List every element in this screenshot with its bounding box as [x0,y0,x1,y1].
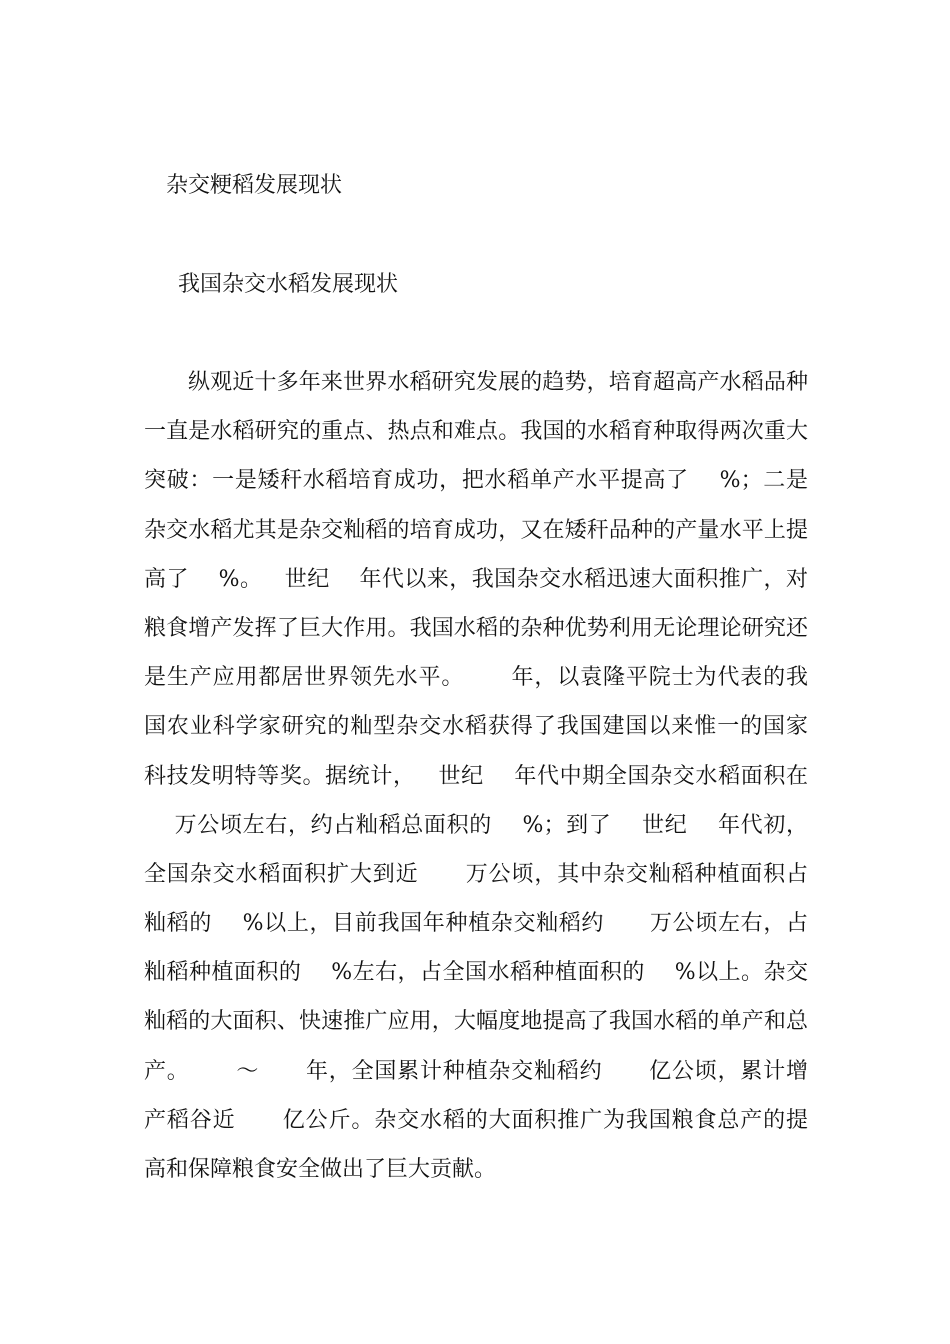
paragraph-line: 高了 %。 世纪 年代以来，我国杂交水稻迅速大面积推广，对 [144,566,808,592]
paragraph-line: 突破：一是矮秆水稻培育成功，把水稻单产水平提高了 %；二是 [144,468,808,494]
paragraph-line: 科技发明特等奖。据统计， 世纪 年代中期全国杂交水稻面积在 [144,763,808,789]
paragraph-line: 籼稻种植面积的 %左右，占全国水稻种植面积的 %以上。杂交 [144,960,808,986]
paragraph-line: 是生产应用都居世界领先水平。 年，以袁隆平院士为代表的我 [144,665,808,691]
paragraph-line: 万公顷左右，约占籼稻总面积的 %；到了 世纪 年代初， [144,812,808,838]
body-paragraph [144,368,808,1204]
paragraph-line: 产。 ～ 年，全国累计种植杂交籼稻约 亿公顷，累计增 [144,1058,808,1084]
document-title: 杂交粳稻发展现状 [166,173,343,198]
paragraph-line: 粮食增产发挥了巨大作用。我国水稻的杂种优势利用无论理论研究还 [144,615,808,641]
paragraph-line: 籼稻的 %以上，目前我国年种植杂交籼稻约 万公顷左右，占 [144,911,808,937]
paragraph-line: 杂交水稻尤其是杂交籼稻的培育成功，又在矮秆品种的产量水平上提 [144,517,808,543]
paragraph-line: 产稻谷近 亿公斤。杂交水稻的大面积推广为我国粮食总产的提 [144,1107,808,1133]
paragraph-line: 国农业科学家研究的籼型杂交水稻获得了我国建国以来惟一的国家 [144,714,808,740]
paragraph-line: 高和保障粮食安全做出了巨大贡献。 [144,1157,497,1182]
paragraph-line: 全国杂交水稻面积扩大到近 万公顷，其中杂交籼稻种植面积占 [144,861,808,887]
paragraph-line: 纵观近十多年来世界水稻研究发展的趋势，培育超高产水稻品种 [188,370,808,395]
paragraph-line: 籼稻的大面积、快速推广应用，大幅度地提高了我国水稻的单产和总 [144,1009,808,1035]
paragraph-line: 一直是水稻研究的重点、热点和难点。我国的水稻育种取得两次重大 [144,419,808,445]
section-heading: 我国杂交水稻发展现状 [178,272,399,297]
